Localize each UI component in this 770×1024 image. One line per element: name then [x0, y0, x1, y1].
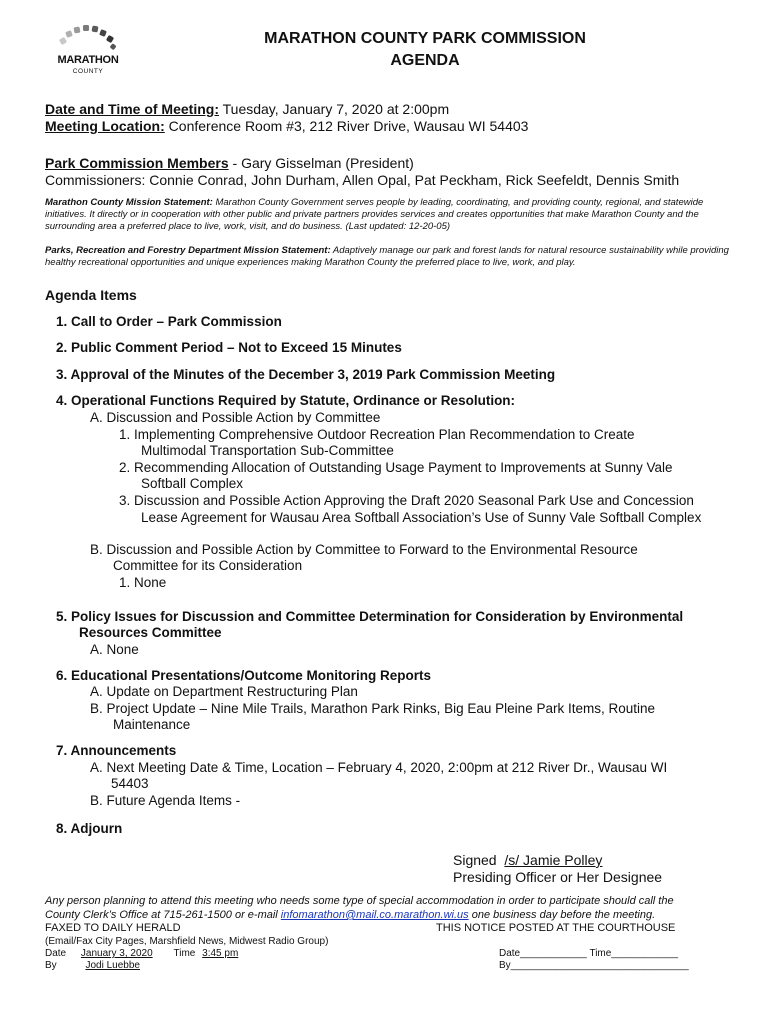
notice-text-a: County Clerk’s Office at 715-261-1500 or e-mail [45, 909, 281, 921]
agenda-item-6: 6. Educational Presentations/Outcome Monitoring Reports [56, 668, 432, 683]
dept-mission-statement [45, 245, 735, 269]
posted-date-time-line: Date____________ Time____________ [499, 948, 679, 959]
posted-label: THIS NOTICE POSTED AT THE COURTHOUSE [436, 922, 676, 934]
page-title: MARATHON COUNTY PARK COMMISSION [264, 30, 586, 47]
signature-line [453, 852, 602, 868]
faxed-label: FAXED TO DAILY HERALD [45, 922, 181, 934]
signed-label: Signed [453, 852, 497, 868]
agenda-item-4a1: 1. Implementing Comprehensive Outdoor Recreation Plan Recommendation to Create [119, 427, 635, 442]
agenda-item-6b-cont: Maintenance [113, 717, 191, 732]
agenda-heading: Agenda Items [45, 287, 137, 303]
county-mission-label: Marathon County Mission Statement: [45, 197, 213, 208]
agenda-item-4b1: 1. None [119, 575, 167, 590]
faxed-time-label: Time [170, 948, 199, 959]
agenda-item-8: 8. Adjourn [56, 821, 123, 836]
agenda-item-4a3: 3. Discussion and Possible Action Approving the Draft 2020 Seasonal Park Use and Concession [119, 493, 694, 508]
agenda-item-4a1-cont: Multimodal Transportation Sub-Committee [141, 443, 394, 458]
agenda-item-4b: B. Discussion and Possible Action by Committee to Forward to the Environmental Resource [90, 542, 638, 557]
meeting-location-line [45, 118, 528, 134]
logo-word-county: COUNTY [72, 68, 104, 75]
members-label: Park Commission Members [45, 155, 229, 171]
county-mission-statement [45, 197, 735, 233]
agenda-item-5: 5. Policy Issues for Discussion and Committee Determination for Consideration by Environmental [56, 609, 684, 624]
faxed-date-label: Date [45, 948, 67, 959]
logo-word-marathon: MARATHON [57, 54, 119, 66]
page-subtitle: AGENDA [390, 52, 460, 69]
accommodation-notice-line2 [45, 909, 655, 921]
fax-pages-note: (Email/Fax City Pages, Marshfield News, Midwest Radio Group) [45, 936, 329, 947]
faxed-date-value: January 3, 2020 [80, 948, 153, 959]
meeting-location-value: Conference Room #3, 212 River Drive, Wausau WI 54403 [168, 118, 529, 134]
meeting-time-value: Tuesday, January 7, 2020 at 2:00pm [222, 101, 450, 117]
clerk-email-link[interactable]: infomarathon@mail.co.marathon.wi.us [280, 909, 469, 921]
agenda-item-1: 1. Call to Order – Park Commission [56, 314, 282, 329]
signed-name: /s/ Jamie Polley [504, 852, 603, 868]
agenda-item-3: 3. Approval of the Minutes of the December 3, 2019 Park Commission Meeting [56, 367, 556, 382]
posted-by-line: By________________________________ [499, 960, 689, 971]
agenda-item-4a3-cont: Lease Agreement for Wausau Area Softball Association’s Use of Sunny Vale Softball Complex [141, 510, 702, 525]
dept-mission-text: Adaptively manage our park and forest lands for natural resource sustainability while providing healthy recreational opportunities and unique experiences making Marathon County the preferred place to live, work, and play. [45, 245, 729, 268]
faxed-by-label: By [45, 960, 57, 971]
agenda-item-2: 2. Public Comment Period – Not to Exceed 15 Minutes [56, 340, 402, 355]
signature-title: Presiding Officer or Her Designee [453, 869, 663, 885]
agenda-item-5-cont: Resources Committee [79, 625, 222, 640]
agenda-item-4a2: 2. Recommending Allocation of Outstanding Usage Payment to Improvements at Sunny Vale [119, 460, 673, 475]
faxed-date-line [45, 948, 260, 959]
agenda-item-6a: A. Update on Department Restructuring Plan [90, 684, 358, 699]
notice-text-b: one business day before the meeting. [468, 909, 656, 921]
commissioners-line: Commissioners: Connie Conrad, John Durham, Allen Opal, Pat Peckham, Rick Seefeldt, Dennis Smith [45, 172, 680, 188]
agenda-item-5a: A. None [90, 642, 139, 657]
marathon-county-logo [50, 22, 126, 84]
agenda-item-4a2-cont: Softball Complex [141, 476, 244, 491]
agenda-item-7a: A. Next Meeting Date & Time, Location – February 4, 2020, 2:00pm at 212 River Dr., Wausau WI [90, 760, 668, 775]
faxed-by-line [45, 960, 255, 971]
meeting-time-line [45, 101, 449, 117]
meeting-time-label: Date and Time of Meeting: [45, 101, 219, 117]
members-president: - Gary Gisselman (President) [228, 155, 414, 171]
agenda-item-7: 7. Announcements [56, 743, 177, 758]
county-mission-text: Marathon County Government serves people by leading, coordinating, and providing county, regional, and statewide initiatives. It directly or in cooperation with other public and private partners provides services and creates opportunities that make Marathon County and the surrounding area a preferred place to live, work, visit, and do business. (Last updated: 12-20-05) [45, 197, 704, 232]
faxed-time-value: 3:45 pm [202, 948, 239, 959]
agenda-item-4b-cont: Committee for its Consideration [113, 558, 303, 573]
members-line [45, 155, 414, 171]
faxed-by-value: Jodi Luebbe [85, 960, 140, 971]
accommodation-notice-line1: Any person planning to attend this meeting who needs some type of special accommodation in order to participate should call the [45, 895, 674, 907]
agenda-item-7a-cont: 54403 [111, 776, 149, 791]
agenda-item-4: 4. Operational Functions Required by Statute, Ordinance or Resolution: [56, 393, 516, 408]
dept-mission-label: Parks, Recreation and Forestry Department Mission Statement: [45, 245, 331, 256]
agenda-item-4a: A. Discussion and Possible Action by Committee [90, 410, 381, 425]
agenda-item-7b: B. Future Agenda Items - [90, 793, 241, 808]
agenda-item-6b: B. Project Update – Nine Mile Trails, Marathon Park Rinks, Big Eau Pleine Park Items, Routine [90, 701, 655, 716]
meeting-location-label: Meeting Location: [45, 118, 165, 134]
